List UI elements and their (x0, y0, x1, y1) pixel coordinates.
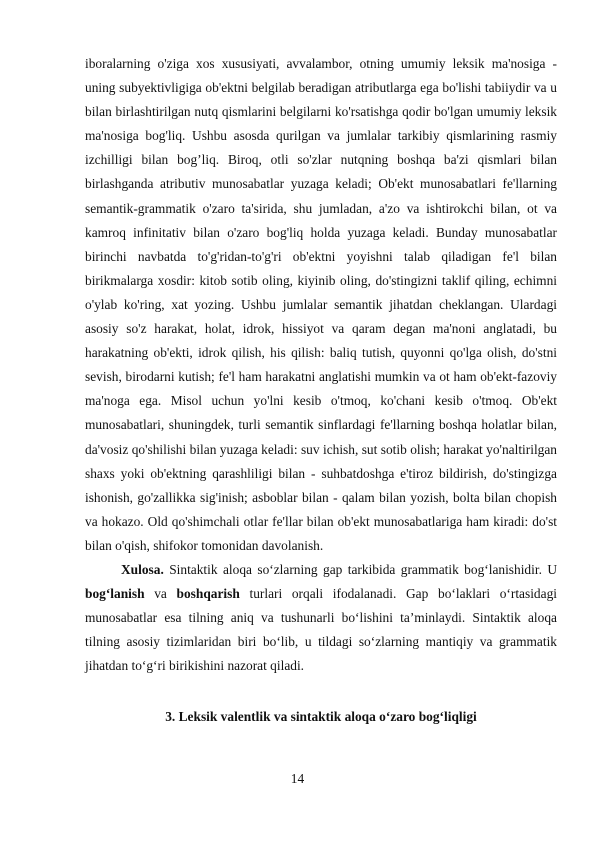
document-body (85, 52, 557, 678)
conclusion-label: Xulosa. (121, 561, 164, 577)
conclusion-text-c: turlari orqali ifodalanadi. Gap bo‘laklari o‘rtasidagi munosabatlar esa tilning aniq va tushunarli bo‘lishini ta’minlaydi. Sintaktik aloqa tilning asosiy tizimlaridan biri bo‘lib, u tildagi so‘zlarning mantiqiy va grammatik jihatdan to‘g‘ri birikishini nazorat qiladi. (85, 586, 557, 674)
term-boshqarish: boshqarish (176, 586, 240, 602)
body-paragraph: iboralarning o'ziga xos xususiyati, avvalambor, otning umumiy leksik ma'nosiga - uning subyektivligiga ob'ektni belgilab beradigan atributlarga ega bo'lishi tabiiydir va u bilan birlashtirilgan nutq qismlarini belgilarni ko'rsatishga qodir bo'lgan umumiy leksik ma'nosiga bog'liq. Ushbu asosda qurilgan va jumlalar tarkibiy qismlarining rasmiy izchilligi bilan bog’liq. Biroq, otli so'zlar nutqning boshqa ba'zi qismlari bilan birlashganda atributiv munosabatlar yuzaga keladi; Ob'ekt munosabatlari fe'llarning semantik-grammatik o'zaro ta'sirida, shu jumladan, a'zo va ishtirokchi bilan, ot va kamroq infinitativ bilan o'zaro bog'liq holda yuzaga keladi. Bunday munosabatlar birinchi navbatda to'g'ridan-to'g'ri ob'ektni yoyishni talab qiladigan fe'l bilan birikmalarga xosdir: kitob sotib oling, kiyinib oling, do'stingizni taklif qiling, echimni o'ylab ko'ring, xat yozing. Ushbu jumlalar semantik jihatdan cheklangan. Ulardagi asosiy so'z harakat, holat, idrok, hissiyot va qaram degan ma'noni anglatadi, bu harakatning ob'ekti, idrok qilish, his qilish: baliq tutish, quyonni qo'lga olish, do'stni sevish, birodarni kutish; fe'l ham harakatni anglatishi mumkin va ot ham ob'ekt-fazoviy ma'noga ega. Misol uchun yo'lni kesib o'tmoq, ko'chani kesib o'tmoq. Ob'ekt munosabatlari, shuningdek, turli semantik sinflardagi fe'llarning boshqa holatlar bilan, da'vosiz qo'shilishi bilan yuzaga keladi: suv ichish, sut sotib olish; harakat yo'naltirilgan shaxs yoki ob'ektning qarashliligi bilan - suhbatdoshga e'tiroz bildirish, do'stingizga ishonish, go'zallikka sig'inish; asboblar bilan - qalam bilan yozish, bolta bilan chopish va hokazo. Old qo'shimchali otlar fe'llar bilan ob'ekt munosabatlariga ham kiradi: do'st bilan o'qish, shifokor tomonidan davolanish. (85, 56, 557, 553)
conclusion-text-a: Sintaktik aloqa so‘zlarning gap tarkibida grammatik bog‘lanishidir. U (163, 561, 557, 577)
page-number: 14 (290, 771, 305, 786)
conclusion-text-b: va (144, 586, 177, 602)
conclusion-paragraph (85, 558, 557, 678)
term-boglanish: bog‘lanish (85, 586, 145, 602)
section-heading: 3. Leksik valentlik va sintaktik aloqa o‘zaro bog‘liqligi (165, 709, 477, 724)
